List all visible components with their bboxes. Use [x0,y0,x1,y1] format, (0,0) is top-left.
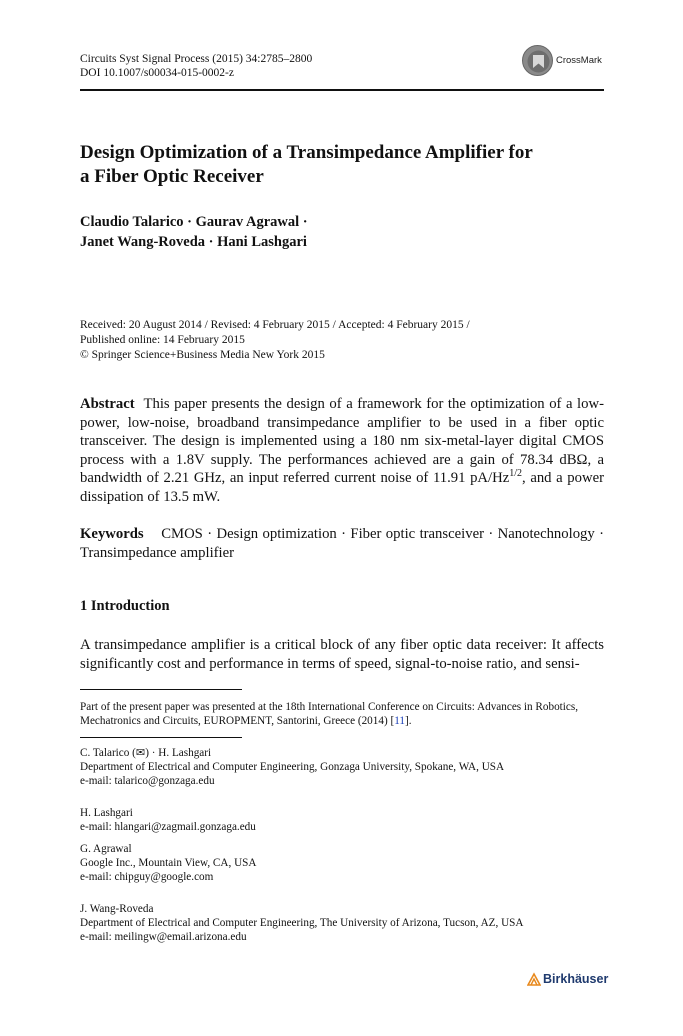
affiliation-names: J. Wang-Roveda [80,903,154,915]
abstract-text-end: , and a power dissipation of 13.5 mW. [80,470,604,505]
footnote-rule [80,689,242,690]
author-list [80,212,604,252]
affiliation-dept: Department of Electrical and Computer Engineering, The University of Arizona, Tucson, AZ, USA [80,917,524,929]
citation-link[interactable]: 11 [394,715,405,727]
doi[interactable]: DOI 10.1007/s00034-015-0002-z [80,67,234,79]
affiliation-rule [80,737,242,738]
copyright: © Springer Science+Business Media New York 2015 [80,349,325,361]
title-line-2: a Fiber Optic Receiver [80,166,264,187]
affiliation-email[interactable]: e-mail: chipguy@google.com [80,871,214,883]
affiliation-agrawal [80,842,604,884]
authors-line-1: Claudio Talarico · Gaurav Agrawal · [80,214,308,230]
footnote-text-end: ]. [405,715,412,727]
publisher-logo [527,971,607,989]
publication-dates [80,318,604,363]
keywords [80,525,604,562]
footnote-text: Part of the present paper was presented at the 18th International Conference on Circuits: Advances in Robotics, Mechatronics and Circuits, EUROPMENT, Santorini, Greece (2014) [ [80,701,579,727]
header-rule [80,89,604,91]
abstract [80,395,604,507]
published-online: Published online: 14 February 2015 [80,334,245,346]
section-heading: 1 Introduction [80,598,170,614]
paper-title [80,141,604,189]
crossmark-label: CrossMark [556,55,602,66]
crossmark-icon [522,45,553,76]
affiliation-email[interactable]: e-mail: hlangari@zagmail.gonzaga.edu [80,821,256,833]
affiliation-dept: Department of Electrical and Computer Engineering, Gonzaga University, Spokane, WA, USA [80,761,505,773]
affiliation-email[interactable]: e-mail: meilingw@email.arizona.edu [80,931,247,943]
affiliation-talarico [80,746,604,788]
abstract-superscript: 1/2 [509,468,523,480]
footnote [80,700,604,728]
keywords-label: Keywords [80,526,144,542]
publisher-name: Birkhäuser [543,972,609,986]
affiliation-wang-roveda [80,902,604,944]
journal-citation: Circuits Syst Signal Process (2015) 34:2785–2800 [80,53,313,65]
authors-line-2: Janet Wang-Roveda · Hani Lashgari [80,234,307,250]
abstract-label: Abstract [80,396,135,412]
affiliation-lashgari [80,806,604,834]
keywords-text: CMOS · Design optimization · Fiber optic transceiver · Nanotechnology · Transimpedance amplifier [80,526,605,561]
introduction-text: A transimpedance amplifier is a critical block of any fiber optic data receiver: It affects significantly cost and performance in terms of speed, signal-to-noise ratio, and sensi- [80,637,604,672]
affiliation-names: H. Lashgari [80,807,133,819]
title-line-1: Design Optimization of a Transimpedance Amplifier for [80,142,533,163]
affiliation-names: C. Talarico (✉) · H. Lashgari [80,747,212,759]
affiliation-email[interactable]: e-mail: talarico@gonzaga.edu [80,775,215,787]
abstract-text: This paper presents the design of a framework for the optimization of a low-power, low-noise, broadband transimpedance amplifier to be used in a fiber optic transceiver. The design is implemented using a 180 nm six-metal-layer digital CMOS process with a 1.8V supply. The performances achieved are a gain of 78.34 dBΩ, a bandwidth of 2.21 GHz, an input referred current noise of 11.91 pA/Hz [80,396,604,487]
affiliation-names: G. Agrawal [80,843,132,855]
running-header [80,52,312,80]
received-dates: Received: 20 August 2014 / Revised: 4 February 2015 / Accepted: 4 February 2015 / [80,319,470,331]
affiliation-dept: Google Inc., Mountain View, CA, USA [80,857,257,869]
birkhauser-icon [527,972,541,987]
crossmark-badge[interactable] [522,45,604,77]
